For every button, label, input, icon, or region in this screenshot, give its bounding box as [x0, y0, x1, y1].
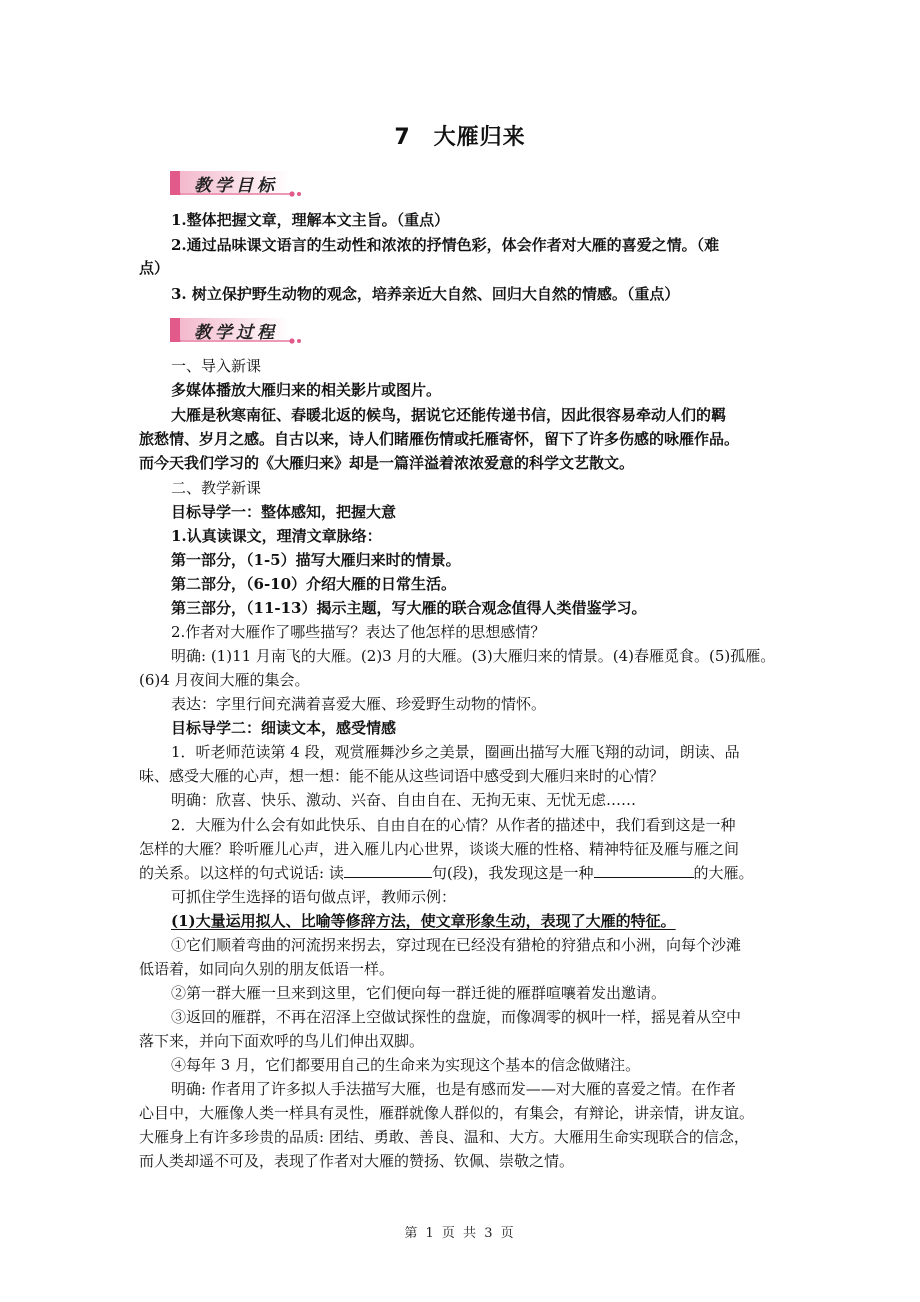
paragraph-line: 味、感受大雁的心声，想一想：能不能从这些词语中感受到大雁归来时的心情？	[139, 767, 665, 785]
paragraph-line: 可抓住学生选择的语句做点评，教师示例：	[171, 888, 457, 906]
paragraph-line: 落下来，并向下面欢呼的鸟儿们伸出双脚。	[139, 1032, 425, 1050]
paragraph-line: ③返回的雁群，不再在沼泽上空做试探性的盘旋，而像凋零的枫叶一样，摇晃着从空中	[171, 1008, 742, 1026]
paragraph-line: 1.认真读课文，理清文章脉络：	[171, 527, 382, 545]
paragraph-line: 大雁是秋寒南征、春暖北返的候鸟，据说它还能传递书信，因此很容易牵动人们的羁	[171, 406, 727, 424]
heading-line: 一、导入新课	[171, 357, 262, 375]
fill-in-sentence	[139, 863, 787, 883]
objective-line: 3. 树立保护野生动物的观念，培养亲近大自然、回归大自然的情感。（重点）	[171, 285, 680, 303]
paragraph-line: 目标导学二：细读文本，感受情感	[171, 719, 397, 737]
sentence-part: 的大雁。	[693, 864, 754, 882]
paragraph-line: 目标导学一：整体感知，把握大意	[171, 503, 397, 521]
section-title-objectives: 教学目标	[194, 176, 278, 196]
section-badge-objectives	[168, 168, 318, 198]
paragraph-line: 明确: 作者用了许多拟人手法描写大雁，也是有感而发——对大雁的喜爱之情。在作者	[171, 1080, 736, 1098]
paragraph-line: 2.作者对大雁作了哪些描写？表达了他怎样的思想感情？	[171, 623, 546, 641]
sentence-part: 的关系。以这样的句式说话: 读	[139, 864, 344, 882]
page-title: 7 大雁归来	[394, 125, 526, 150]
paragraph-line: 明确: (1)11 月南飞的大雁。(2)3 月的大雁。(3)大雁归来的情景。(4)春雁觅食。(5)孤雁。	[171, 647, 776, 665]
paragraph-line: ①它们顺着弯曲的河流拐来拐去，穿过现在已经没有猎枪的狩猎点和小洲，向每个沙滩	[171, 936, 742, 954]
answer-blank	[344, 863, 432, 878]
paragraph-line: 2．大雁为什么会有如此快乐、自由自在的心情？从作者的描述中，我们看到这是一种	[171, 816, 736, 834]
sentence-part: 句(段)，我发现这是一种	[431, 864, 594, 882]
underlined-heading: (1)大量运用拟人、比喻等修辞方法，使文章形象生动，表现了大雁的特征。	[171, 912, 676, 930]
paragraph-line: 心目中，大雁像人类一样具有灵性，雁群就像人群似的，有集会，有辩论，讲亲情，讲友谊。	[139, 1104, 755, 1122]
section-title-process: 教学过程	[194, 323, 278, 343]
paragraph-line: 第三部分，（11-13）揭示主题，写大雁的联合观念值得人类借鉴学习。	[171, 599, 647, 617]
paragraph-line: 怎样的大雁？聆听雁儿心声，进入雁儿内心世界，谈谈大雁的性格、精神特征及雁与雁之间	[139, 840, 740, 858]
heading-line: 二、教学新课	[171, 479, 262, 497]
objective-line: 点）	[139, 259, 170, 277]
section-badge-process	[168, 315, 318, 345]
objective-line: 1.整体把握文章，理解本文主旨。（重点）	[171, 211, 450, 229]
paragraph-line: 而今天我们学习的《大雁归来》却是一篇洋溢着浓浓爱意的科学文艺散文。	[139, 454, 635, 472]
paragraph-line: 低语着，如同向久别的朋友低语一样。	[139, 960, 395, 978]
paragraph-line: 多媒体播放大雁归来的相关影片或图片。	[171, 381, 442, 399]
paragraph-line: 第二部分，（6-10）介绍大雁的日常生活。	[171, 575, 457, 593]
paragraph-line: 旅愁情、岁月之感。自古以来，诗人们睹雁伤情或托雁寄怀，留下了许多伤感的咏雁作品。	[139, 430, 740, 448]
paragraph-line: 明确：欣喜、快乐、激动、兴奋、自由自在、无拘无束、无忧无虑……	[171, 791, 637, 809]
paragraph-line: 大雁身上有许多珍贵的品质: 团结、勇敢、善良、温和、大方。大雁用生命实现联合的信念，	[139, 1128, 749, 1146]
paragraph-line: 而人类却遥不可及，表现了作者对大雁的赞扬、钦佩、崇敬之情。	[139, 1152, 575, 1170]
paragraph-line: ②第一群大雁一旦来到这里，它们便向每一群迁徙的雁群喧嚷着发出邀请。	[171, 984, 667, 1002]
page-footer: 第 1 页 共 3 页	[404, 1226, 516, 1241]
paragraph-line: 1．听老师范读第 4 段，观赏雁舞沙乡之美景，圈画出描写大雁飞翔的动词，朗读、品	[171, 743, 740, 761]
objective-line: 2.通过品味课文语言的生动性和浓浓的抒情色彩，体会作者对大雁的喜爱之情。（难	[171, 236, 720, 254]
paragraph-line: (6)4 月夜间大雁的集会。	[139, 671, 310, 689]
paragraph-line: ④每年 3 月，它们都要用自己的生命来为实现这个基本的信念做赌注。	[171, 1056, 641, 1074]
paragraph-line: 表达：字里行间充满着喜爱大雁、珍爱野生动物的情怀。	[171, 695, 547, 713]
answer-blank	[594, 863, 694, 878]
paragraph-line: 第一部分，（1-5）描写大雁归来时的情景。	[171, 551, 461, 569]
